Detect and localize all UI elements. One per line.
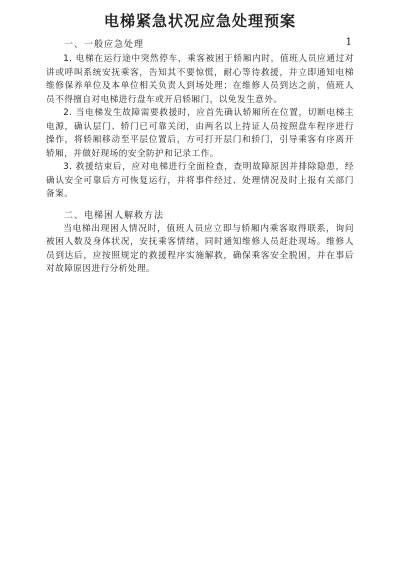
paragraph-general-1: 1. 电梯在运行途中突然停车，乘客被困于轿厢内时，值班人员应通过对讲或呼叫系统安抚乘客，告知其不要惊慌，耐心等待救援，并立即通知电梯维修保养单位及本单位相关负责人到场处理；在维修人员到达之前，值班人员不得擅自对电梯进行盘车或开启轿厢门，以免发生意外。: [46, 54, 354, 105]
paragraph-general-3: 3. 救援结束后，应对电梯进行全面检查，查明故障原因并排除隐患，经确认安全可靠后方可恢复运行，并将事件经过、处理情况及时上报有关部门备案。: [46, 162, 354, 199]
page-number: 1: [345, 37, 352, 48]
section-heading-general: 一、一般应急处理: [64, 40, 145, 50]
section-header-row: [46, 37, 354, 51]
section-heading-rescue: 二、电梯困人解救方法: [64, 210, 165, 221]
paragraph-rescue-1: 当电梯出现困人情况时，值班人员应立即与轿厢内乘客取得联系，询问被困人数及身体状况，安抚乘客情绪，同时通知维修人员赶赴现场。维修人员到达后，应按照规定的救援程序实施解救，确保乘客安全脱困，并在事后对故障原因进行分析处理。: [46, 223, 354, 274]
document-title: 电梯紧急状况应急处理预案: [103, 12, 296, 30]
paragraph-general-2: 2. 当电梯发生故障需要救援时，应首先确认轿厢所在位置，切断电梯主电源，确认层门、轿门已可靠关闭，由两名以上持证人员按照盘车程序进行操作，将轿厢移动至平层位置后，方可打开层门和轿门，引导乘客有序离开轿厢，并做好现场的安全防护和记录工作。: [46, 108, 354, 159]
